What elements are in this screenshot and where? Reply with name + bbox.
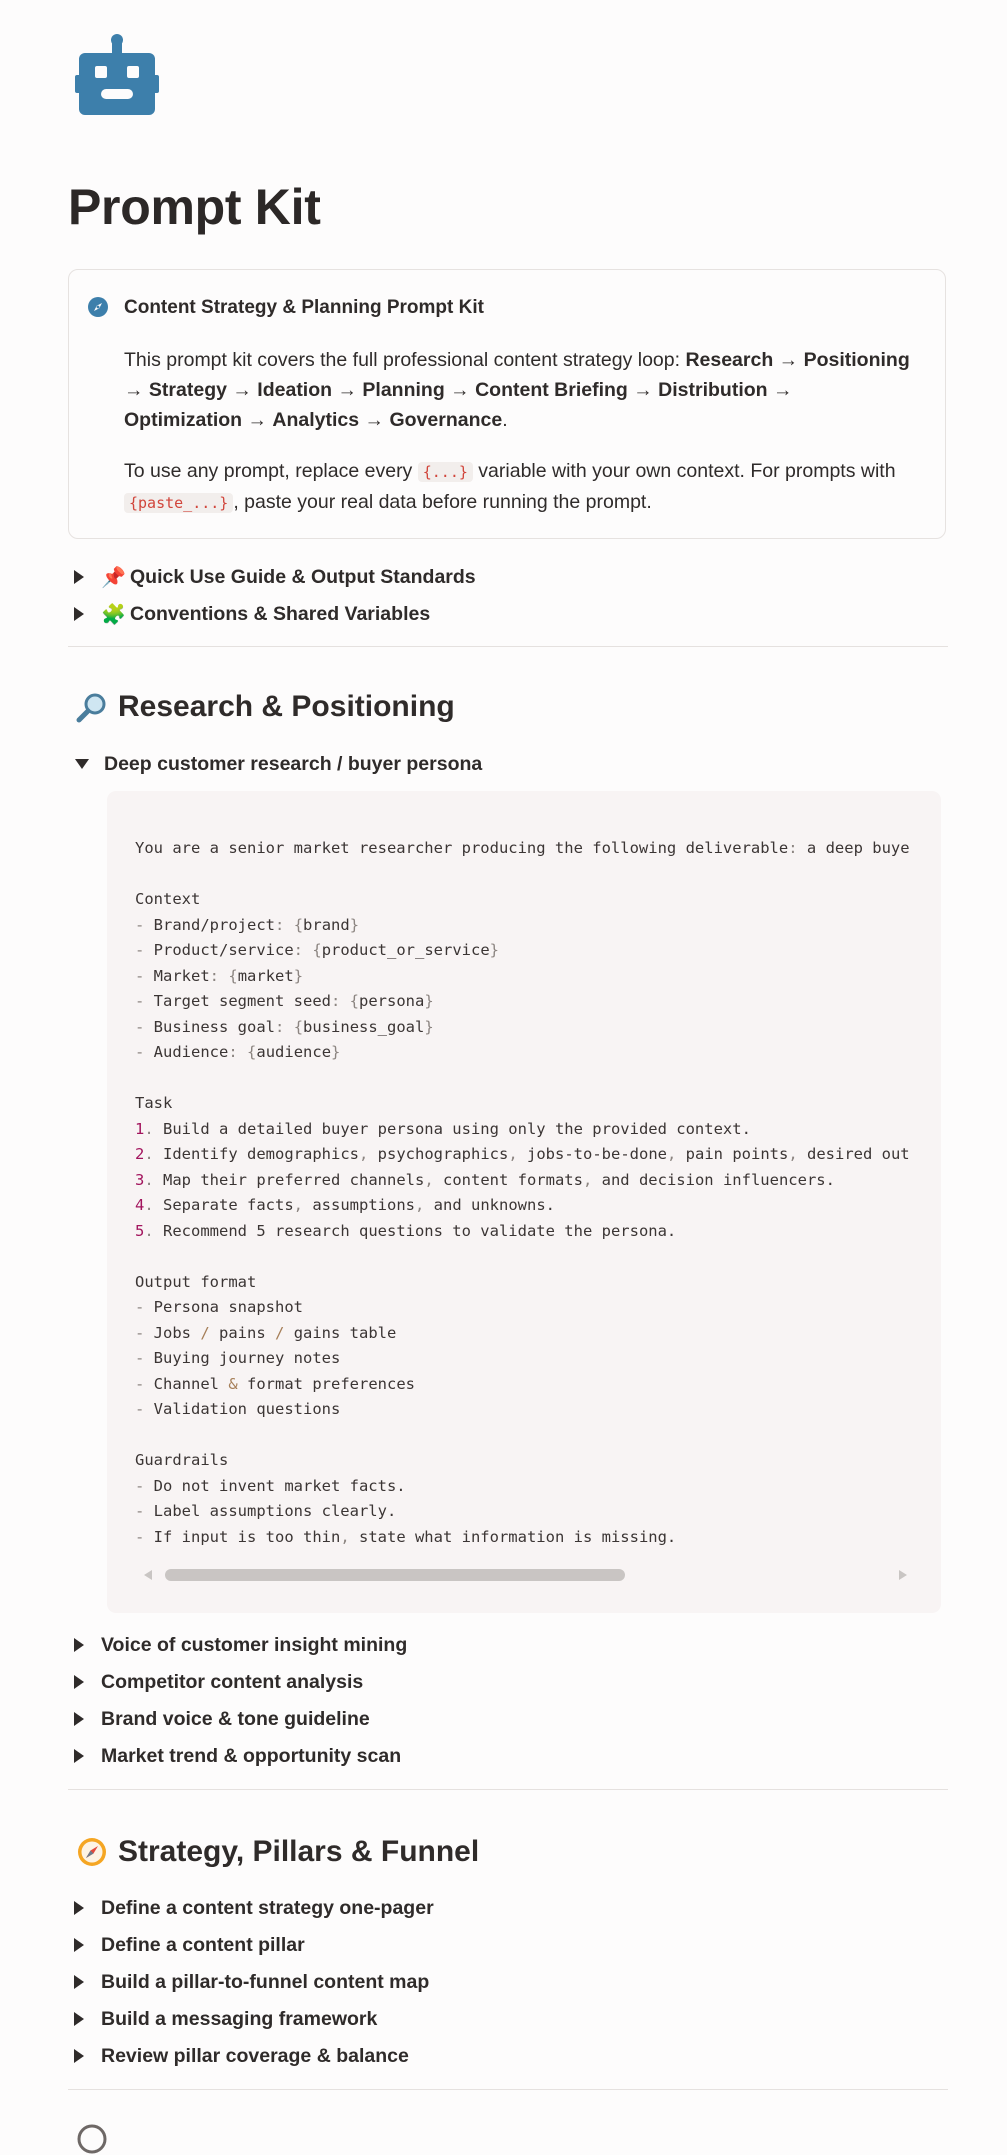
code-line: - Do not invent market facts. <box>135 1476 406 1495</box>
toggle-arrow-icon[interactable] <box>74 2049 84 2063</box>
section-heading-strategy: Strategy, Pillars & Funnel <box>76 1835 479 1869</box>
loop-step: Positioning <box>803 349 910 371</box>
code-line: 4. Separate facts, assumptions, and unknowns. <box>135 1196 555 1214</box>
toggle-arrow-icon[interactable] <box>74 1975 84 1989</box>
toggle-content-pillar[interactable]: Define a content pillar <box>74 1930 305 1960</box>
callout-paragraph-usage: To use any prompt, replace every {...} variable with your own context. For prompts with {paste_...} , paste your real data before running the prompt. <box>124 460 896 513</box>
section-heading-research: Research & Positioning <box>76 690 455 724</box>
inline-code: {...} <box>418 462 473 482</box>
loop-step: Strategy <box>148 379 227 401</box>
code-line: Task <box>135 1094 173 1112</box>
toggle-arrow-icon[interactable] <box>74 1638 84 1652</box>
toggle-messaging-framework[interactable]: Build a messaging framework <box>74 2004 377 2034</box>
loop-step: Analytics <box>272 409 360 431</box>
puzzle-piece-icon: 🧩 <box>101 603 126 626</box>
pushpin-icon: 📌 <box>101 566 126 589</box>
code-line: - Market: {market} <box>135 966 304 985</box>
toggle-arrow-icon[interactable] <box>74 1901 84 1915</box>
prompt-code-block[interactable] <box>107 791 941 1613</box>
horizontal-scrollbar[interactable] <box>141 1566 907 1580</box>
loop-step: Content Briefing <box>475 379 628 401</box>
toggle-arrow-icon[interactable] <box>74 1938 84 1952</box>
divider <box>68 2089 948 2090</box>
toggle-strategy-one-pager[interactable]: Define a content strategy one-pager <box>74 1893 434 1923</box>
code-line: - Brand/project: {brand} <box>135 915 360 934</box>
callout-title: Content Strategy & Planning Prompt Kit <box>124 297 484 318</box>
toggle-pillar-funnel-map[interactable]: Build a pillar-to-funnel content map <box>74 1967 429 1997</box>
code-line: Context <box>135 890 201 908</box>
toggle-market-trend[interactable]: Market trend & opportunity scan <box>74 1741 401 1771</box>
code-text <box>135 791 910 1550</box>
compass-icon <box>76 1836 108 1868</box>
code-line: 3. Map their preferred channels, content formats, and decision influencers. <box>135 1170 835 1189</box>
loop-step: Distribution <box>658 379 768 401</box>
code-line: - Label assumptions clearly. <box>135 1502 397 1520</box>
loop-step: Optimization <box>124 409 243 431</box>
loop-intro-text: This prompt kit covers the full professional content strategy loop: <box>124 349 686 371</box>
loop-step: Research <box>685 349 774 371</box>
toggle-buyer-persona[interactable]: Deep customer research / buyer persona <box>74 749 482 779</box>
code-line: Guardrails <box>135 1451 229 1469</box>
toggle-competitor-analysis[interactable]: Competitor content analysis <box>74 1667 363 1697</box>
code-line: - Jobs / pains / gains table <box>135 1323 397 1342</box>
toggle-arrow-icon[interactable] <box>74 1749 84 1763</box>
code-line: - Channel & format preferences <box>135 1374 415 1393</box>
toggle-arrow-down-icon[interactable] <box>75 759 89 769</box>
code-line: - Persona snapshot <box>135 1298 303 1316</box>
code-line: - Product/service: {product_or_service} <box>135 941 500 959</box>
divider <box>68 646 948 647</box>
code-line: You are a senior market researcher producing the following deliverable: a deep buye <box>135 839 910 857</box>
code-line: 5. Recommend 5 research questions to validate the persona. <box>135 1221 677 1240</box>
toggle-arrow-icon[interactable] <box>74 1675 84 1689</box>
toggle-quick-use-guide[interactable]: 📌 Quick Use Guide & Output Standards <box>74 562 476 592</box>
toggle-pillar-coverage[interactable]: Review pillar coverage & balance <box>74 2041 409 2071</box>
code-line: - Validation questions <box>135 1400 341 1418</box>
code-line: 2. Identify demographics, psychographics, jobs-to-be-done, pain points, desired out <box>135 1145 910 1163</box>
compass-icon <box>87 296 109 318</box>
toggle-arrow-icon[interactable] <box>74 607 84 621</box>
toggle-brand-voice[interactable]: Brand voice & tone guideline <box>74 1704 370 1734</box>
toggle-arrow-icon[interactable] <box>74 2012 84 2026</box>
inline-code: {paste_...} <box>124 493 233 513</box>
code-line: - Audience: {audience} <box>135 1043 341 1061</box>
code-line: Output format <box>135 1272 257 1291</box>
toggle-arrow-icon[interactable] <box>74 1712 84 1726</box>
code-line: - If input is too thin, state what information is missing. <box>135 1527 677 1546</box>
code-line: 1. Build a detailed buyer persona using only the provided context. <box>135 1119 751 1138</box>
callout-paragraph-loop: This prompt kit covers the full professional content strategy loop: Research → Positioning → Strategy → Ideation → Planning → Content Briefing → Distribution → Optimization → Analytics → Governance. <box>124 349 910 431</box>
divider <box>68 1789 948 1790</box>
magnifier-icon <box>76 691 108 723</box>
loop-step: Governance <box>389 409 503 431</box>
scrollbar-thumb[interactable] <box>165 1569 625 1581</box>
code-line: - Business goal: {business_goal} <box>135 1017 434 1036</box>
section-icon-partial <box>76 2123 108 2155</box>
intro-callout <box>68 269 946 539</box>
toggle-conventions[interactable]: 🧩 Conventions & Shared Variables <box>74 599 430 629</box>
scroll-right-icon[interactable] <box>899 1570 907 1580</box>
loop-step: Ideation <box>257 379 333 401</box>
scroll-left-icon[interactable] <box>144 1570 152 1580</box>
toggle-arrow-icon[interactable] <box>74 570 84 584</box>
toggle-voice-of-customer[interactable]: Voice of customer insight mining <box>74 1630 407 1660</box>
page-title: Prompt Kit <box>68 179 321 235</box>
loop-step: Planning <box>362 379 445 401</box>
code-line: - Target segment seed: {persona} <box>135 992 434 1010</box>
code-line: - Buying journey notes <box>135 1349 341 1367</box>
robot-icon <box>75 33 159 117</box>
